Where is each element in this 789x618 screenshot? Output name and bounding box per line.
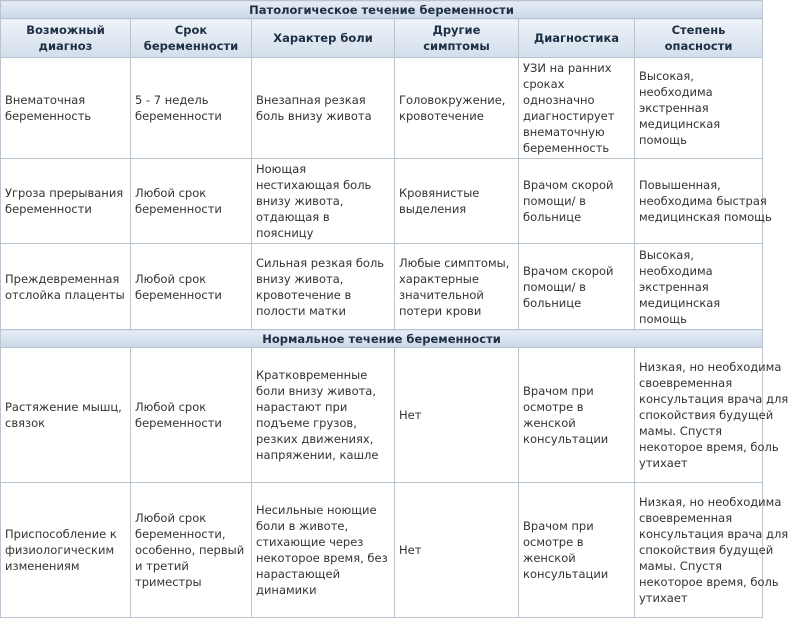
cell-symptoms: Головокружение, кровотечение <box>395 58 519 159</box>
cell-symptoms: Нет <box>395 348 519 483</box>
section-header-row <box>1 330 763 348</box>
cell-danger-text: Низкая, но необходима своевременная консультация врача для спокойствия будущей мамы. Спустя некоторое время, боль утихает <box>639 360 789 470</box>
cell-term: Любой срок беременности <box>131 159 252 244</box>
cell-term: Любой срок беременности <box>131 244 252 330</box>
column-header-row <box>1 19 763 58</box>
col-header-diagnostics: Диагностика <box>519 19 635 58</box>
table-row <box>1 244 763 330</box>
table-row <box>1 159 763 244</box>
table-row <box>1 58 763 159</box>
cell-diagnostics: Врачом скорой помощи/ в больнице <box>519 159 635 244</box>
cell-danger <box>635 159 772 244</box>
section-header-row <box>1 1 763 19</box>
cell-diagnostics: УЗИ на ранних сроках однозначно диагностирует внематочную беременность <box>519 58 635 159</box>
cell-danger <box>635 348 789 483</box>
table-row <box>1 348 763 483</box>
section-title-normal: Нормальное течение беременности <box>1 330 763 348</box>
cell-symptoms: Кровянистые выделения <box>395 159 519 244</box>
cell-danger-text: Низкая, но необходима своевременная консультация врача для спокойствия будущей мамы. Спустя некоторое время, боль утихает <box>639 495 789 605</box>
cell-diagnosis: Внематочная беременность <box>1 58 131 159</box>
cell-pain: Сильная резкая боль внизу живота, кровотечение в полости матки <box>252 244 395 330</box>
col-header-symptoms: Другие симптомы <box>395 19 519 58</box>
cell-danger: Высокая, необходима экстренная медицинская помощь <box>635 58 763 159</box>
cell-pain: Внезапная резкая боль внизу живота <box>252 58 395 159</box>
cell-term: Любой срок беременности <box>131 348 252 483</box>
cell-diagnosis: Угроза прерывания беременности <box>1 159 131 244</box>
section-title-pathological: Патологическое течение беременности <box>1 1 763 19</box>
cell-danger-text: Повышенная, необходима быстрая медицинская помощь <box>639 178 772 224</box>
col-header-term: Срок беременности <box>131 19 252 58</box>
table-row <box>1 483 763 618</box>
col-header-pain: Характер боли <box>252 19 395 58</box>
cell-symptoms: Нет <box>395 483 519 618</box>
cell-diagnostics: Врачом скорой помощи/ в больнице <box>519 244 635 330</box>
cell-diagnosis: Растяжение мышц, связок <box>1 348 131 483</box>
cell-term: 5 - 7 недель беременности <box>131 58 252 159</box>
cell-danger <box>635 483 789 618</box>
cell-diagnosis: Преждевременная отслойка плаценты <box>1 244 131 330</box>
cell-symptoms: Любые симптомы, характерные значительной потери крови <box>395 244 519 330</box>
cell-diagnostics: Врачом при осмотре в женской консультации <box>519 348 635 483</box>
cell-danger: Высокая, необходима экстренная медицинская помощь <box>635 244 763 330</box>
col-header-diagnosis: Возможный диагноз <box>1 19 131 58</box>
cell-pain: Кратковременные боли внизу живота, нарастают при подъеме грузов, резких движениях, напряжении, кашле <box>252 348 395 483</box>
cell-term: Любой срок беременности, особенно, первый и третий триместры <box>131 483 252 618</box>
cell-pain: Ноющая нестихающая боль внизу живота, отдающая в поясницу <box>252 159 395 244</box>
cell-diagnostics: Врачом при осмотре в женской консультации <box>519 483 635 618</box>
cell-pain: Несильные ноющие боли в животе, стихающие через некоторое время, без нарастающей динамики <box>252 483 395 618</box>
cell-diagnosis: Приспособление к физиологическим изменениям <box>1 483 131 618</box>
col-header-danger: Степень опасности <box>635 19 763 58</box>
